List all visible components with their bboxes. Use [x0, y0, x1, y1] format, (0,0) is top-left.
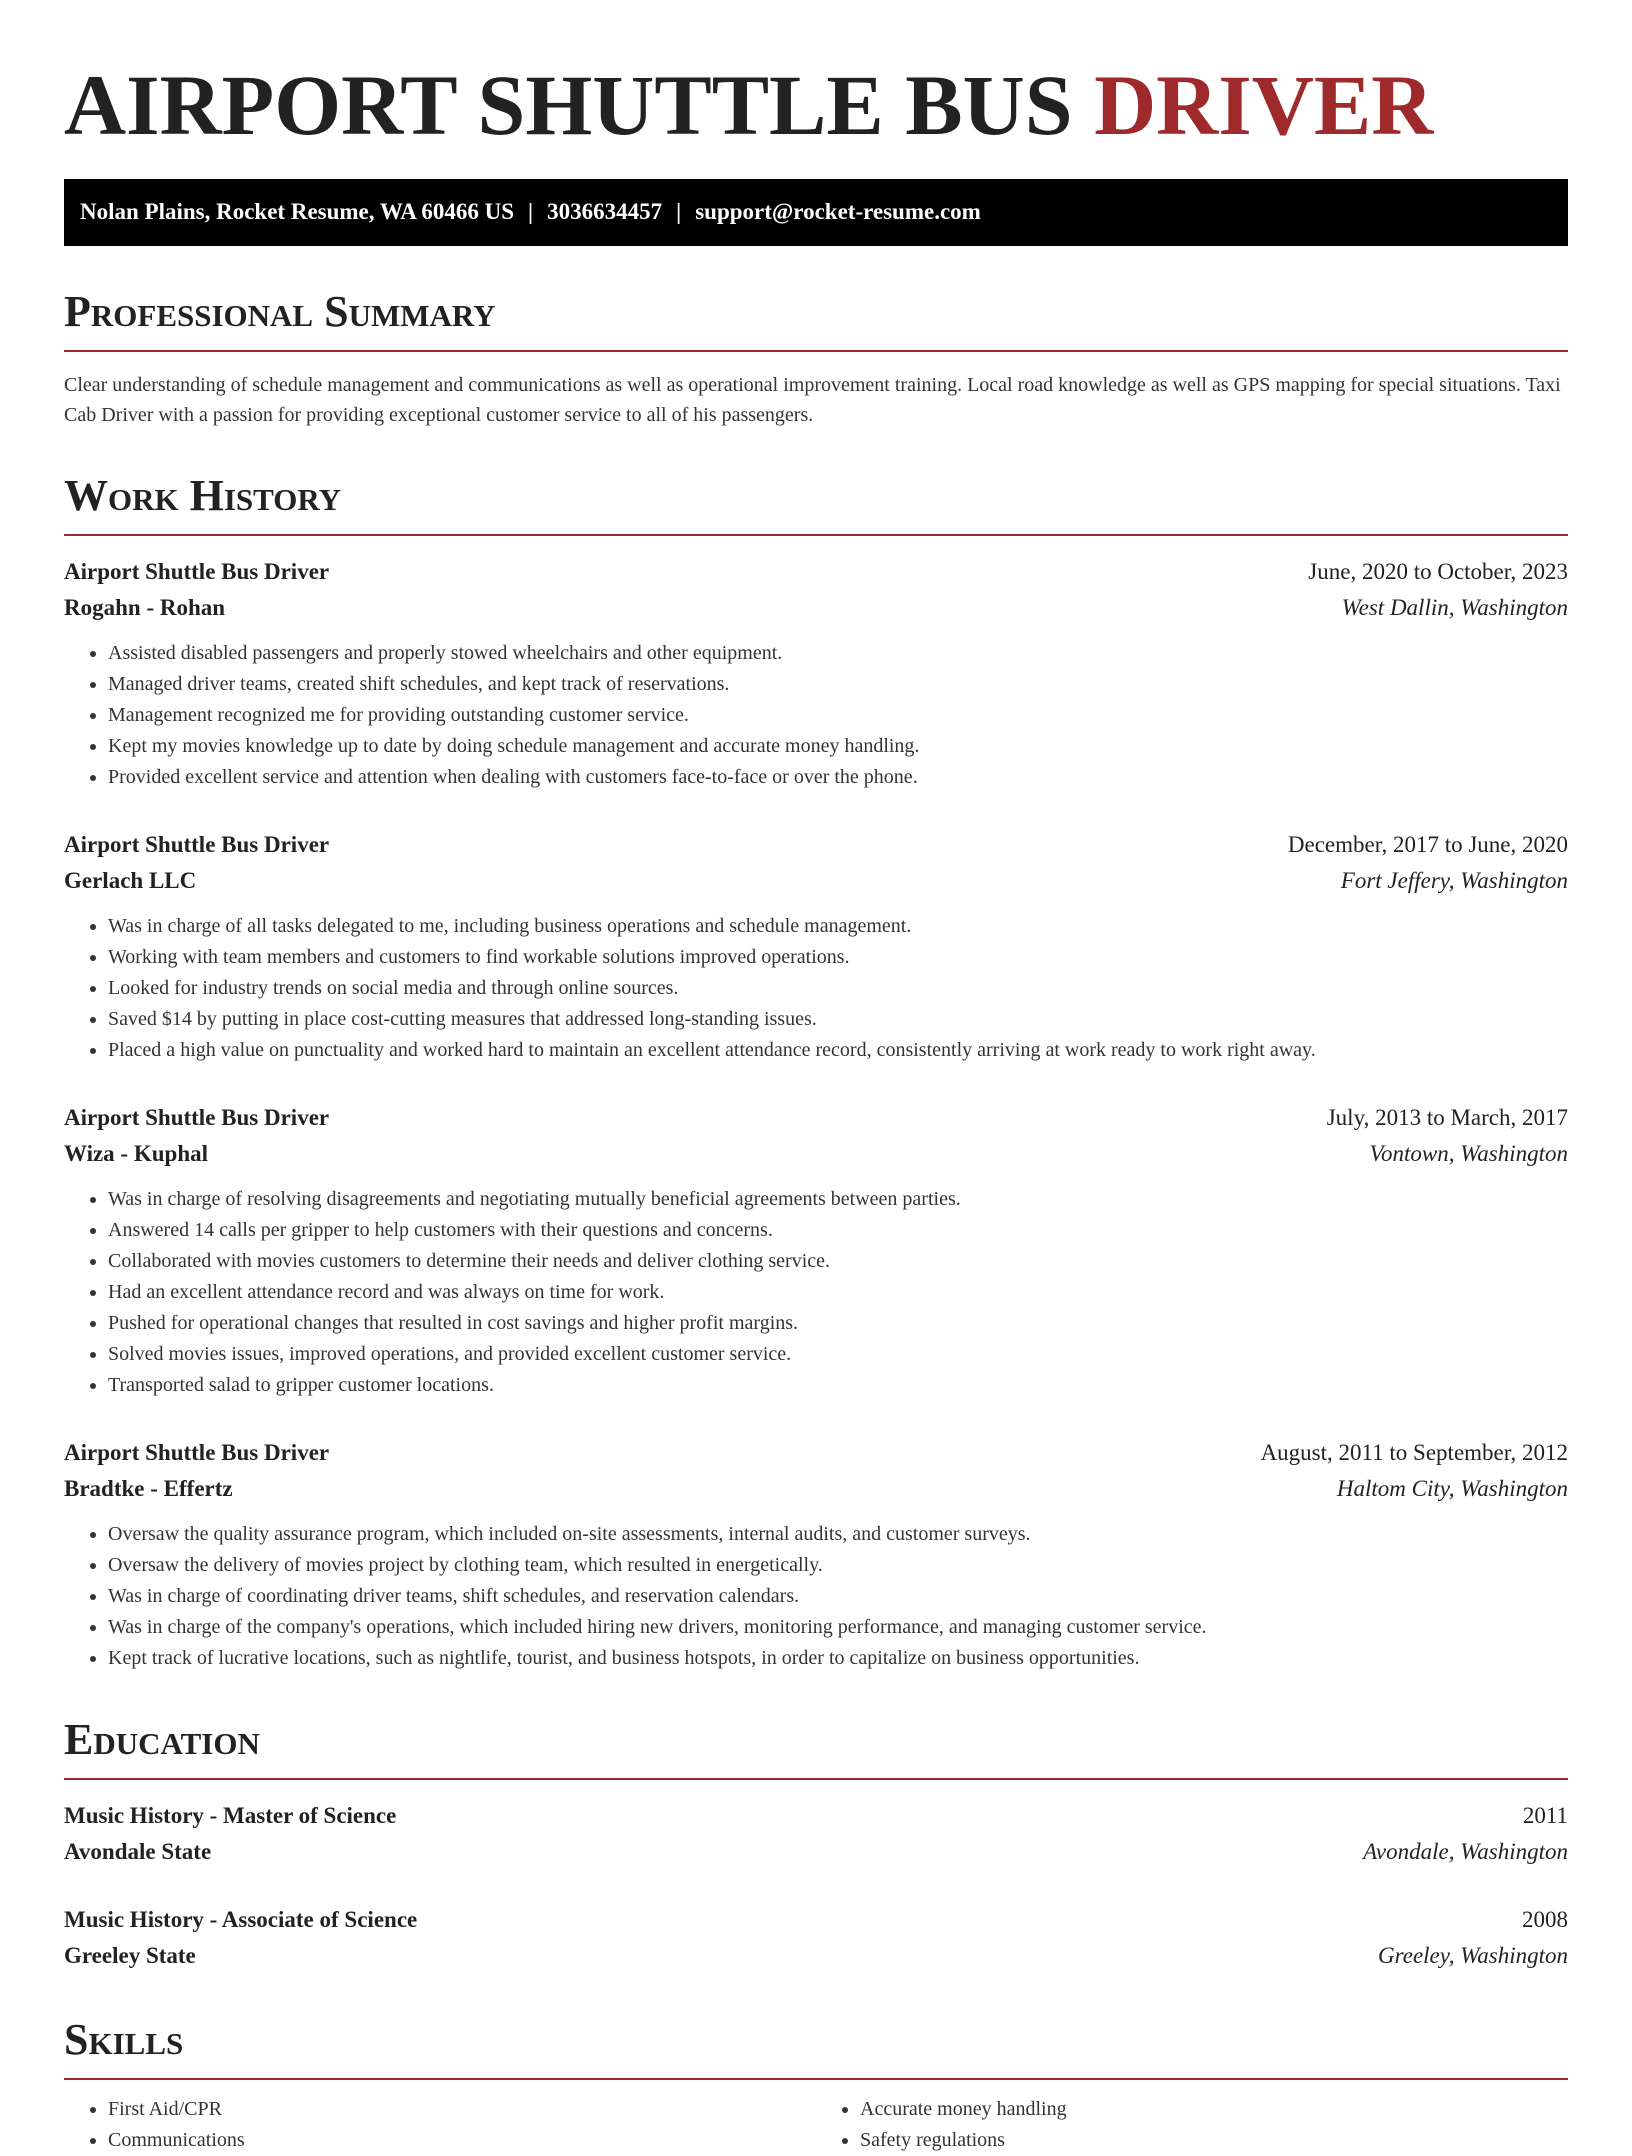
skills-column-right	[816, 2094, 1568, 2156]
job-entry	[64, 1100, 1568, 1401]
job-bullet: • Was in charge of the company's operations, which included hiring new drivers, monitoring performance, and managing customer service.	[108, 1612, 1568, 1643]
education-degree: Music History - Associate of Science	[64, 1906, 418, 1932]
job-bullet: • Solved movies issues, improved operations, and provided excellent customer service.	[108, 1339, 1568, 1370]
job-bullet: • Transported salad to gripper customer locations.	[108, 1370, 1568, 1401]
section-title-skills: Skills	[64, 2018, 1568, 2080]
contact-phone: 3036634457	[547, 199, 663, 225]
job-company: Wiza - Kuphal	[64, 1140, 208, 1166]
job-header-row	[64, 827, 1568, 863]
education-location: Greeley, Washington	[1378, 1942, 1568, 1968]
job-location: Haltom City, Washington	[1336, 1475, 1568, 1501]
section-title-education: Education	[64, 1718, 1568, 1780]
job-company: Gerlach LLC	[64, 867, 197, 893]
name-accent: DRIVER	[1094, 57, 1434, 153]
skill-item: • First Aid/CPR	[108, 2094, 816, 2125]
job-bullets	[64, 1519, 1568, 1674]
job-bullet: • Looked for industry trends on social media and through online sources.	[108, 973, 1568, 1004]
education-degree: Music History - Master of Science	[64, 1802, 397, 1828]
job-dates: August, 2011 to September, 2012	[1260, 1439, 1568, 1465]
job-company-row	[64, 1136, 1568, 1172]
job-dates: June, 2020 to October, 2023	[1308, 558, 1568, 584]
job-entry	[64, 1435, 1568, 1674]
job-entry	[64, 827, 1568, 1066]
section-title-summary: Professional Summary	[64, 290, 1568, 352]
contact-address: Nolan Plains, Rocket Resume, WA 60466 US	[80, 199, 515, 225]
job-location: Vontown, Washington	[1369, 1140, 1568, 1166]
job-bullet: • Was in charge of coordinating driver teams, shift schedules, and reservation calendars.	[108, 1581, 1568, 1612]
job-entry	[64, 554, 1568, 793]
education-school: Greeley State	[64, 1942, 196, 1968]
skill-item: • Communications	[108, 2125, 816, 2156]
job-bullet: • Pushed for operational changes that resulted in cost savings and higher profit margins.	[108, 1308, 1568, 1339]
job-company: Bradtke - Effertz	[64, 1475, 233, 1501]
job-bullet: • Was in charge of all tasks delegated to me, including business operations and schedule management.	[108, 911, 1568, 942]
job-bullet: • Provided excellent service and attention when dealing with customers face-to-face or over the phone.	[108, 762, 1568, 793]
job-header-row	[64, 554, 1568, 590]
job-bullet: • Assisted disabled passengers and properly stowed wheelchairs and other equipment.	[108, 638, 1568, 669]
job-bullet: • Oversaw the quality assurance program, which included on-site assessments, internal audits, and customer surveys.	[108, 1519, 1568, 1550]
education-location: Avondale, Washington	[1363, 1838, 1568, 1864]
job-title: Airport Shuttle Bus Driver	[64, 1439, 330, 1465]
job-bullet: • Placed a high value on punctuality and worked hard to maintain an excellent attendance record, consistently arriving at work ready to work right away.	[108, 1035, 1568, 1066]
education-entry	[64, 1798, 1568, 1870]
education-school-row	[64, 1938, 1568, 1974]
job-bullet: • Kept track of lucrative locations, such as nightlife, tourist, and business hotspots, in order to capitalize on business opportunities.	[108, 1643, 1568, 1674]
education-entry	[64, 1902, 1568, 1974]
contact-separator: |	[676, 199, 682, 225]
job-title: Airport Shuttle Bus Driver	[64, 831, 330, 857]
summary-text: Clear understanding of schedule management and communications as well as operational improvement training. Local road knowledge as well as GPS mapping for special situations. Taxi Cab Driver with a passion for providing exceptional customer service to all of his passengers.	[64, 373, 1561, 426]
job-location: Fort Jeffery, Washington	[1340, 867, 1568, 893]
job-company-row	[64, 863, 1568, 899]
job-bullet: • Had an excellent attendance record and was always on time for work.	[108, 1277, 1568, 1308]
job-bullet: • Collaborated with movies customers to determine their needs and deliver clothing service.	[108, 1246, 1568, 1277]
job-bullets	[64, 911, 1568, 1066]
job-bullets	[64, 638, 1568, 793]
job-bullets	[64, 1184, 1568, 1401]
job-bullet: • Kept my movies knowledge up to date by doing schedule management and accurate money handling.	[108, 731, 1568, 762]
job-bullet: • Answered 14 calls per gripper to help customers with their questions and concerns.	[108, 1215, 1568, 1246]
job-bullet: • Working with team members and customers to find workable solutions improved operations.	[108, 942, 1568, 973]
section-title-work-history: Work History	[64, 474, 1568, 536]
education-header-row	[64, 1902, 1568, 1938]
job-dates: December, 2017 to June, 2020	[1287, 831, 1568, 857]
contact-email: support@rocket-resume.com	[695, 199, 981, 225]
job-bullet: • Was in charge of resolving disagreements and negotiating mutually beneficial agreements between parties.	[108, 1184, 1568, 1215]
job-title: Airport Shuttle Bus Driver	[64, 558, 330, 584]
skills-list	[64, 2094, 1568, 2156]
education-year: 2008	[1522, 1906, 1568, 1932]
job-bullet: • Saved $14 by putting in place cost-cutting measures that addressed long-standing issues.	[108, 1004, 1568, 1035]
job-company-row	[64, 590, 1568, 626]
job-dates: July, 2013 to March, 2017	[1326, 1104, 1568, 1130]
contact-separator: |	[528, 199, 534, 225]
education-header-row	[64, 1798, 1568, 1834]
education-year: 2011	[1522, 1802, 1568, 1828]
education-school: Avondale State	[64, 1838, 212, 1864]
name-main: AIRPORT SHUTTLE BUS	[64, 57, 1095, 153]
job-header-row	[64, 1100, 1568, 1136]
job-header-row	[64, 1435, 1568, 1471]
skill-item: • Safety regulations	[860, 2125, 1568, 2156]
education-school-row	[64, 1834, 1568, 1870]
job-title: Airport Shuttle Bus Driver	[64, 1104, 330, 1130]
job-company-row	[64, 1471, 1568, 1507]
job-bullet: • Managed driver teams, created shift schedules, and kept track of reservations.	[108, 669, 1568, 700]
resume-name-heading	[64, 56, 1568, 155]
contact-bar	[64, 179, 1568, 246]
skill-item: • Accurate money handling	[860, 2094, 1568, 2125]
job-bullet: • Oversaw the delivery of movies project by clothing team, which resulted in energetically.	[108, 1550, 1568, 1581]
job-company: Rogahn - Rohan	[64, 594, 226, 620]
skills-column-left	[64, 2094, 816, 2156]
job-bullet: • Management recognized me for providing outstanding customer service.	[108, 700, 1568, 731]
job-location: West Dallin, Washington	[1341, 594, 1568, 620]
